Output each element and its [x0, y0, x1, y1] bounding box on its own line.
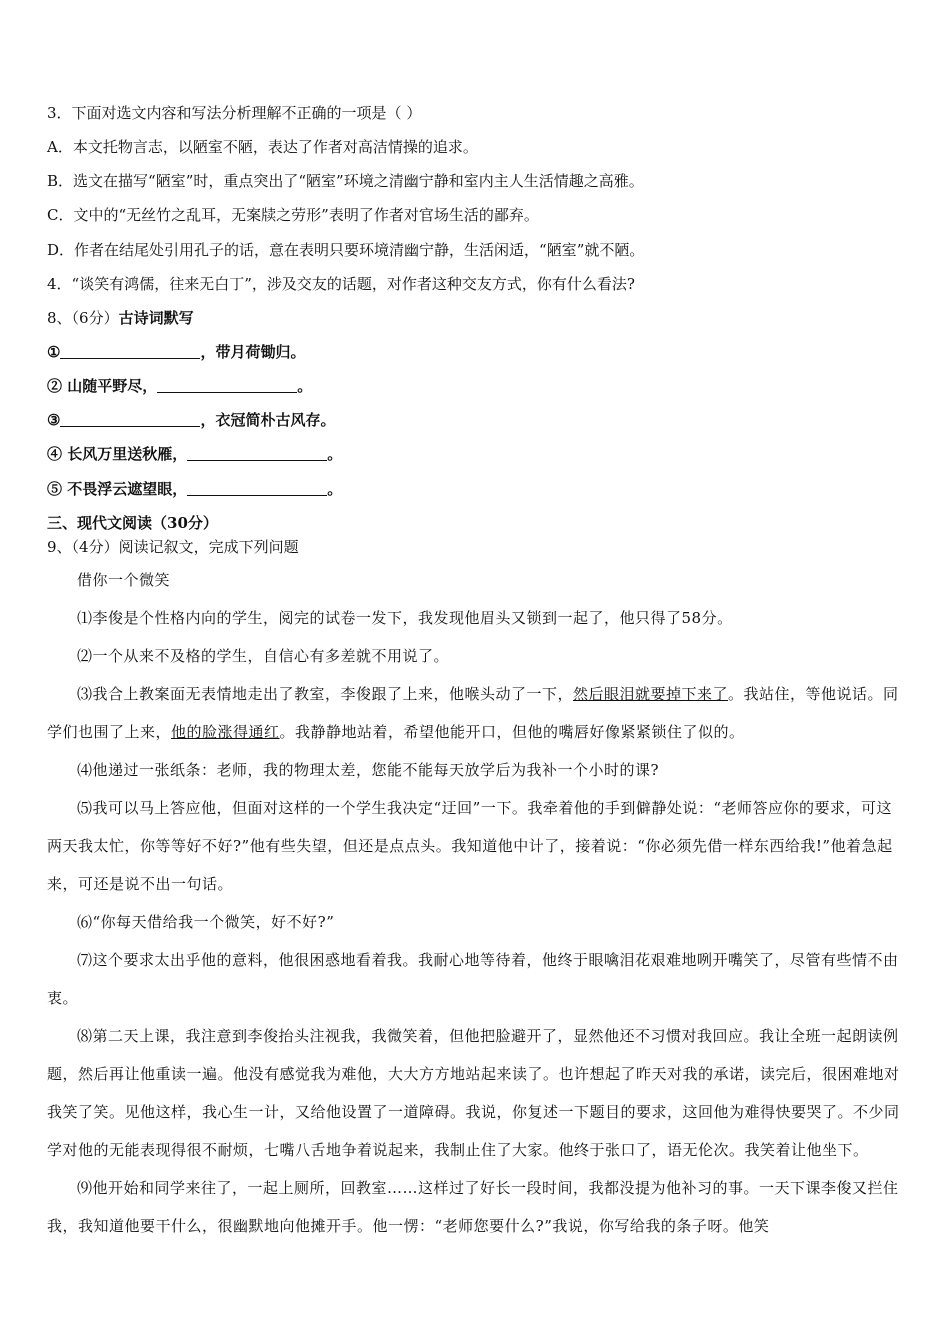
paragraph-9: ⑼他开始和同学来往了，一起上厕所，回教室……这样过了好长一段时间，我都没提为他补习的事。一天下课李俊又拦住我，我知道他要干什么，很幽默地向他摊开手。他一愣：“老师您要什么?”我说，你写给我的条子呀。他笑 — [47, 1179, 899, 1235]
paragraph-7: ⑺这个要求太出乎他的意料，他很困惑地看着我。我耐心地等待着，他终于眼噙泪花艰难地咧开嘴笑了，尽管有些情不由衷。 — [47, 951, 899, 1007]
underlined-phrase: 然后眼泪就要掉下来了 — [573, 685, 729, 703]
fill-blank — [187, 481, 327, 496]
poem-blank-1: ① ，带月荷锄归。 — [47, 343, 306, 361]
question-8-heading — [47, 308, 194, 328]
option-a: A．本文托物言志，以陋室不陋，表达了作者对高洁情操的追求。 — [47, 138, 478, 156]
essay-title: 借你一个微笑 — [77, 571, 171, 589]
question-9: 9、（4分）阅读记叙文，完成下列问题 — [47, 538, 299, 556]
option-d: D．作者在结尾处引用孔子的话，意在表明只要环境清幽宁静，生活闲适，“陋室”就不陋。 — [47, 241, 645, 259]
paragraph-4: ⑷他递过一张纸条：老师，我的物理太差，您能不能每天放学后为我补一个小时的课? — [77, 761, 660, 779]
underlined-phrase: 他的脸涨得通红 — [171, 723, 280, 741]
fill-blank — [187, 446, 327, 461]
option-c: C．文中的“无丝竹之乱耳，无案牍之劳形”表明了作者对官场生活的鄙弃。 — [47, 206, 539, 224]
question-8-prefix: 8、（6分） — [47, 309, 119, 327]
poem-blank-2: ② 山随平野尽， 。 — [47, 377, 313, 395]
poem-blank-5: ⑤ 不畏浮云遮望眼， 。 — [47, 480, 343, 498]
paragraph-6: ⑹“你每天借给我一个微笑，好不好?” — [77, 913, 335, 931]
section-heading: 三、现代文阅读（30分） — [47, 514, 218, 532]
paragraph-1: ⑴李俊是个性格内向的学生，阅完的试卷一发下，我发现他眉头又锁到一起了，他只得了58分。 — [77, 609, 733, 627]
poem-blank-3: ③ ，衣冠简朴古风存。 — [47, 411, 336, 429]
paragraph-8: ⑻第二天上课，我注意到李俊抬头注视我，我微笑着，但他把脸避开了，显然他还不习惯对我回应。我让全班一起朗读例题，然后再让他重读一遍。他没有感觉我为难他，大大方方地站起来读了。也许想起了昨天对我的承诺，读完后，很困难地对我笑了笑。见他这样，我心生一计，又给他设置了一道障碍。我说，你复述一下题目的要求，这回他为难得快要哭了。不少同学对他的无能表现得很不耐烦，七嘴八舌地争着说起来，我制止住了大家。他终于张口了，语无伦次。我笑着让他坐下。 — [47, 1027, 900, 1159]
fill-blank — [157, 378, 297, 393]
fill-blank — [60, 412, 200, 427]
question-3: 3．下面对选文内容和写法分析理解不正确的一项是（ ） — [47, 104, 422, 122]
option-b: B．选文在描写“陋室”时，重点突出了“陋室”环境之清幽宁静和室内主人生活情趣之高雅。 — [47, 172, 644, 190]
paragraph-3: ⑶我合上教案面无表情地走出了教室，李俊跟了上来，他喉头动了一下，然后眼泪就要掉下来了。我站住，等他说话。同学们也围了上来，他的脸涨得通红。我静静地站着，希望他能开口，但他的嘴唇好像紧紧锁住了似的。 — [47, 685, 899, 741]
paragraph-5: ⑸我可以马上答应他，但面对这样的一个学生我决定“迂回”一下。我牵着他的手到僻静处说：“老师答应你的要求，可这两天我太忙，你等等好不好?”他有些失望，但还是点点头。我知道他中计了，接着说：“你必须先借一样东西给我!”他着急起来，可还是说不出一句话。 — [47, 799, 893, 893]
poem-blank-4: ④ 长风万里送秋雁， 。 — [47, 445, 343, 463]
question-8-title: 古诗词默写 — [118, 309, 194, 327]
fill-blank — [60, 344, 200, 359]
question-4: 4．“谈笑有鸿儒，往来无白丁”，涉及交友的话题，对作者这种交友方式，你有什么看法? — [47, 275, 635, 293]
paragraph-2: ⑵一个从来不及格的学生，自信心有多差就不用说了。 — [77, 647, 450, 665]
essay-body — [47, 561, 905, 1245]
